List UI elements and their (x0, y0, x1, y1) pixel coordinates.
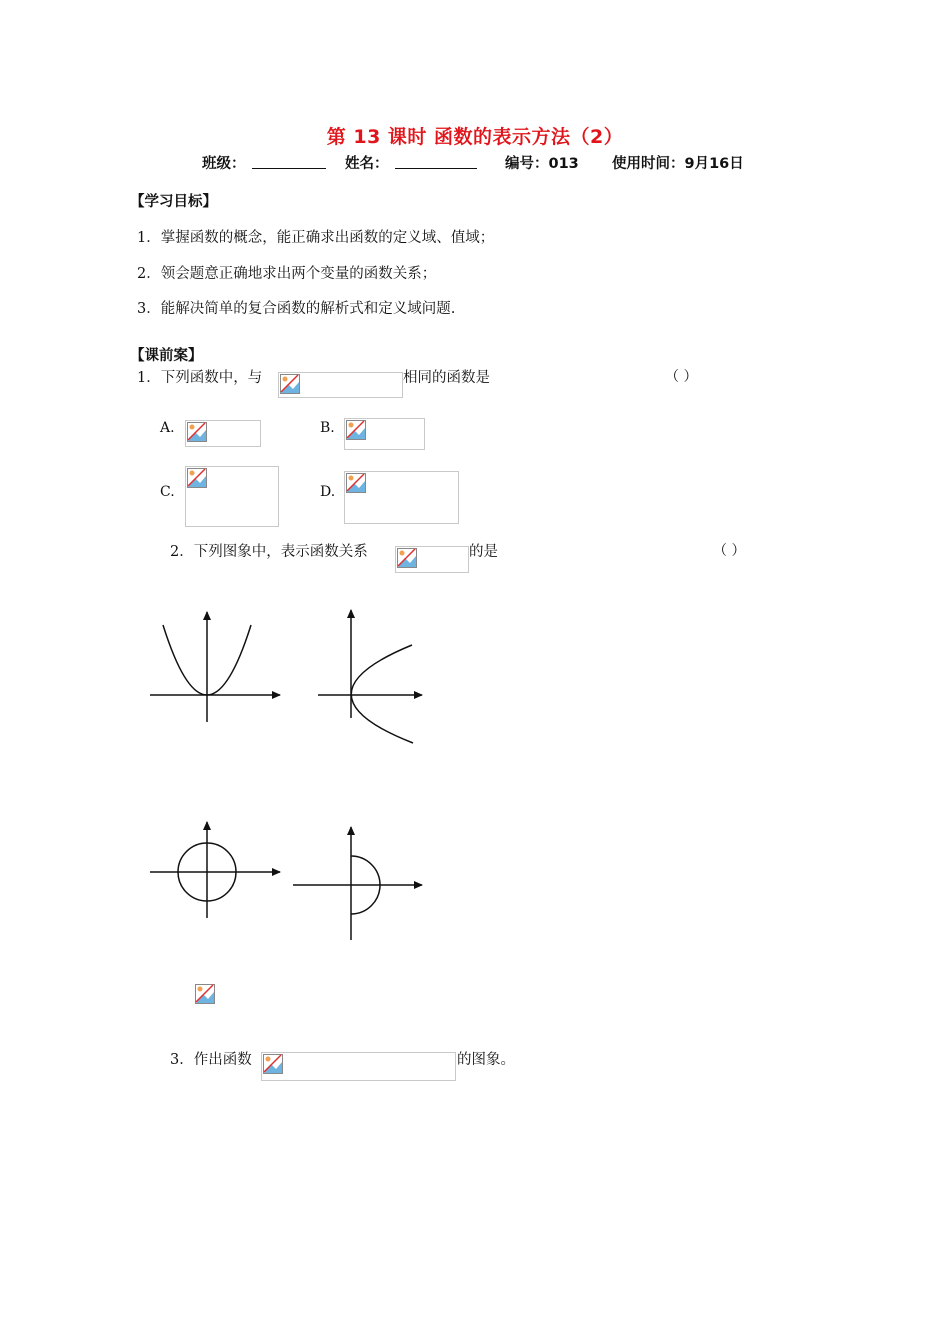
q2-answer-paren[interactable]: （ ） (713, 543, 746, 559)
objective-item: 3．能解决简单的复合函数的解析式和定义域问题. (137, 301, 456, 317)
class-label: 班级： (202, 156, 246, 172)
q1-text-before: 1．下列函数中，与 (137, 370, 263, 386)
broken-image-icon (195, 984, 215, 1004)
option-d-label: D. (320, 484, 336, 500)
graph-sideways-parabola[interactable] (318, 610, 422, 743)
standalone-image (195, 984, 217, 1006)
q1-answer-paren[interactable]: （ ） (665, 369, 698, 385)
objective-item: 1．掌握函数的概念，能正确求出函数的定义域、值域； (137, 230, 495, 246)
q3-text-after: 的图象。 (457, 1052, 515, 1068)
name-label: 姓名： (345, 156, 389, 172)
option-b-label: B. (320, 420, 335, 436)
graph-semicircle[interactable] (293, 827, 422, 940)
q3-formula-image (261, 1052, 456, 1081)
q2-text-before: 2．下列图象中，表示函数关系 (170, 544, 368, 560)
option-a-label: A. (160, 420, 175, 436)
graph-circle[interactable] (150, 822, 280, 918)
preclass-heading: 【课前案】 (130, 348, 203, 364)
objective-item: 2．领会题意正确地求出两个变量的函数关系； (137, 266, 437, 282)
page-title: 第 13 课时 函数的表示方法（2） (326, 126, 624, 148)
option-c-label: C. (160, 484, 175, 500)
q1-text-after: 相同的函数是 (403, 370, 490, 386)
number-label: 编号：013 (505, 156, 579, 172)
graph-parabola[interactable] (150, 612, 280, 722)
date-label: 使用时间：9月16日 (612, 156, 744, 172)
broken-image-icon (263, 1054, 283, 1074)
q2-text-after: 的是 (469, 544, 498, 560)
q3-text-before: 3．作出函数 (170, 1052, 252, 1068)
objectives-heading: 【学习目标】 (130, 194, 217, 210)
